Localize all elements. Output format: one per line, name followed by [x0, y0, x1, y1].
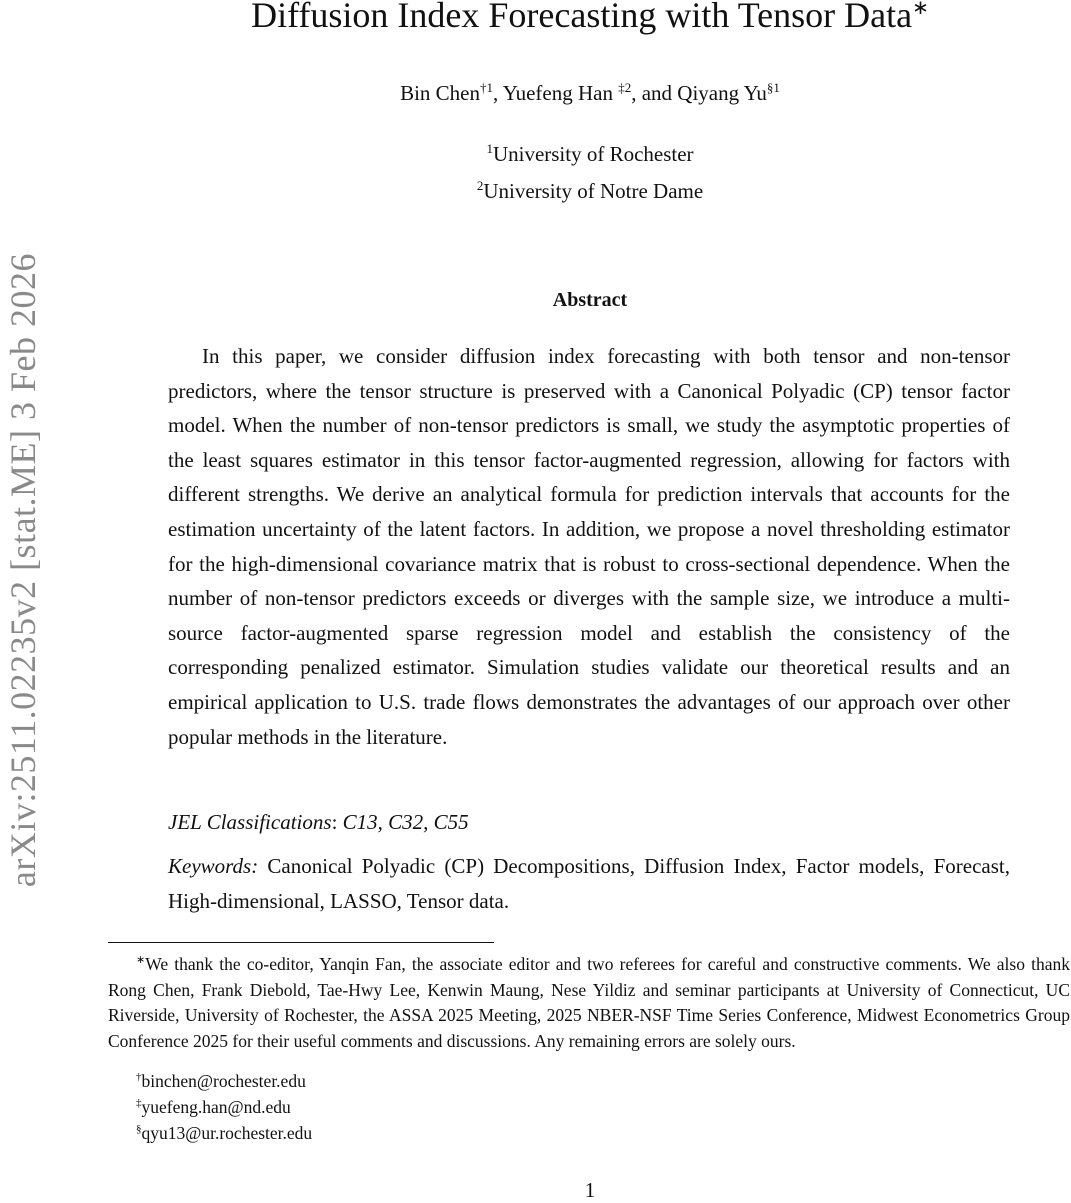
email-link[interactable]: yuefeng.han@nd.edu: [141, 1097, 291, 1117]
author-mark: §1: [766, 80, 780, 95]
page-number: 1: [584, 1178, 596, 1202]
jel-classifications: [168, 810, 1010, 835]
arxiv-watermark: arXiv:2511.02235v2 [stat.ME] 3 Feb 2026: [3, 252, 43, 888]
abstract-body: In this paper, we consider diffusion index forecasting with both tensor and non-tensor predictors, where the tensor structure is preserved with a Canonical Polyadic (CP) tensor factor model. When the number of non-tensor predictors is small, we study the asymptotic properties of the least squares estimator in this tensor factor-augmented regression, allowing for factors with different strengths. We derive an analytical formula for prediction intervals that accounts for the estimation uncertainty of the latent factors. In addition, we propose a novel thresholding estimator for the high-dimensional covariance matrix that is robust to cross-sectional dependence. When the number of non-tensor predictors exceeds or diverges with the sample size, we introduce a multi-source factor-augmented sparse regression model and establish the consistency of the corresponding penalized estimator. Simulation studies validate our theoretical results and an empirical application to U.S. trade flows demonstrates the advantages of our approach over other popular methods in the literature.: [168, 344, 1010, 749]
footnote-email: [136, 1123, 312, 1144]
title-footnote-mark: ∗: [912, 0, 929, 19]
author-mark: †1: [480, 80, 493, 95]
email-link[interactable]: qyu13@ur.rochester.edu: [141, 1123, 313, 1143]
jel-label: JEL Classifications: [168, 810, 332, 834]
email-link[interactable]: binchen@rochester.edu: [141, 1071, 306, 1091]
affiliation: [90, 141, 1071, 167]
keywords: [168, 849, 1010, 918]
footnote-mark: §: [136, 1123, 142, 1136]
abstract-heading: Abstract: [552, 289, 628, 311]
author-list: [90, 80, 1071, 106]
footnote-email: [136, 1071, 306, 1092]
author-name: Qiyang Yu: [677, 81, 767, 105]
footnote-thanks-text: We thank the co-editor, Yanqin Fan, the associate editor and two referees for careful and constructive comments. We also thank Rong Chen, Frank Diebold, Tae-Hwy Lee, Kenwin Maung, Nese Yildiz and seminar participants at University of Connecticut, UC Riverside, University of Rochester, the ASSA 2025 Meeting, 2025 NBER-NSF Time Series Conference, Midwest Econometrics Group Conference 2025 for their useful comments and discussions. Any remaining errors are solely ours.: [108, 953, 1070, 1052]
author-separator: , and: [631, 81, 678, 105]
author-name: Yuefeng Han: [502, 81, 613, 105]
author-separator: ,: [493, 81, 503, 105]
affiliation: [90, 178, 1071, 204]
author-mark: ‡2: [618, 80, 632, 95]
affiliation-name: University of Notre Dame: [483, 179, 704, 203]
footnote-rule: [108, 942, 494, 943]
affiliation-number: 2: [476, 178, 484, 193]
keywords-label: Keywords:: [168, 854, 259, 878]
jel-codes: C13, C32, C55: [342, 810, 469, 834]
jel-separator: :: [331, 810, 343, 834]
author-name: Bin Chen: [400, 81, 480, 105]
footnote-mark: ‡: [136, 1097, 142, 1110]
footnote-mark: ∗: [136, 954, 146, 966]
affiliation-number: 1: [486, 141, 493, 156]
keywords-text: Canonical Polyadic (CP) Decompositions, Diffusion Index, Factor models, Forecast, High-dimensional, LASSO, Tensor data.: [168, 854, 1011, 913]
footnote-email: [136, 1097, 291, 1118]
paper-title: [60, 0, 1071, 36]
footnote-mark: †: [136, 1071, 142, 1084]
title-text: Diffusion Index Forecasting with Tensor Data: [251, 0, 913, 35]
footnote-thanks: [108, 948, 1070, 1055]
affiliation-name: University of Rochester: [492, 142, 694, 166]
